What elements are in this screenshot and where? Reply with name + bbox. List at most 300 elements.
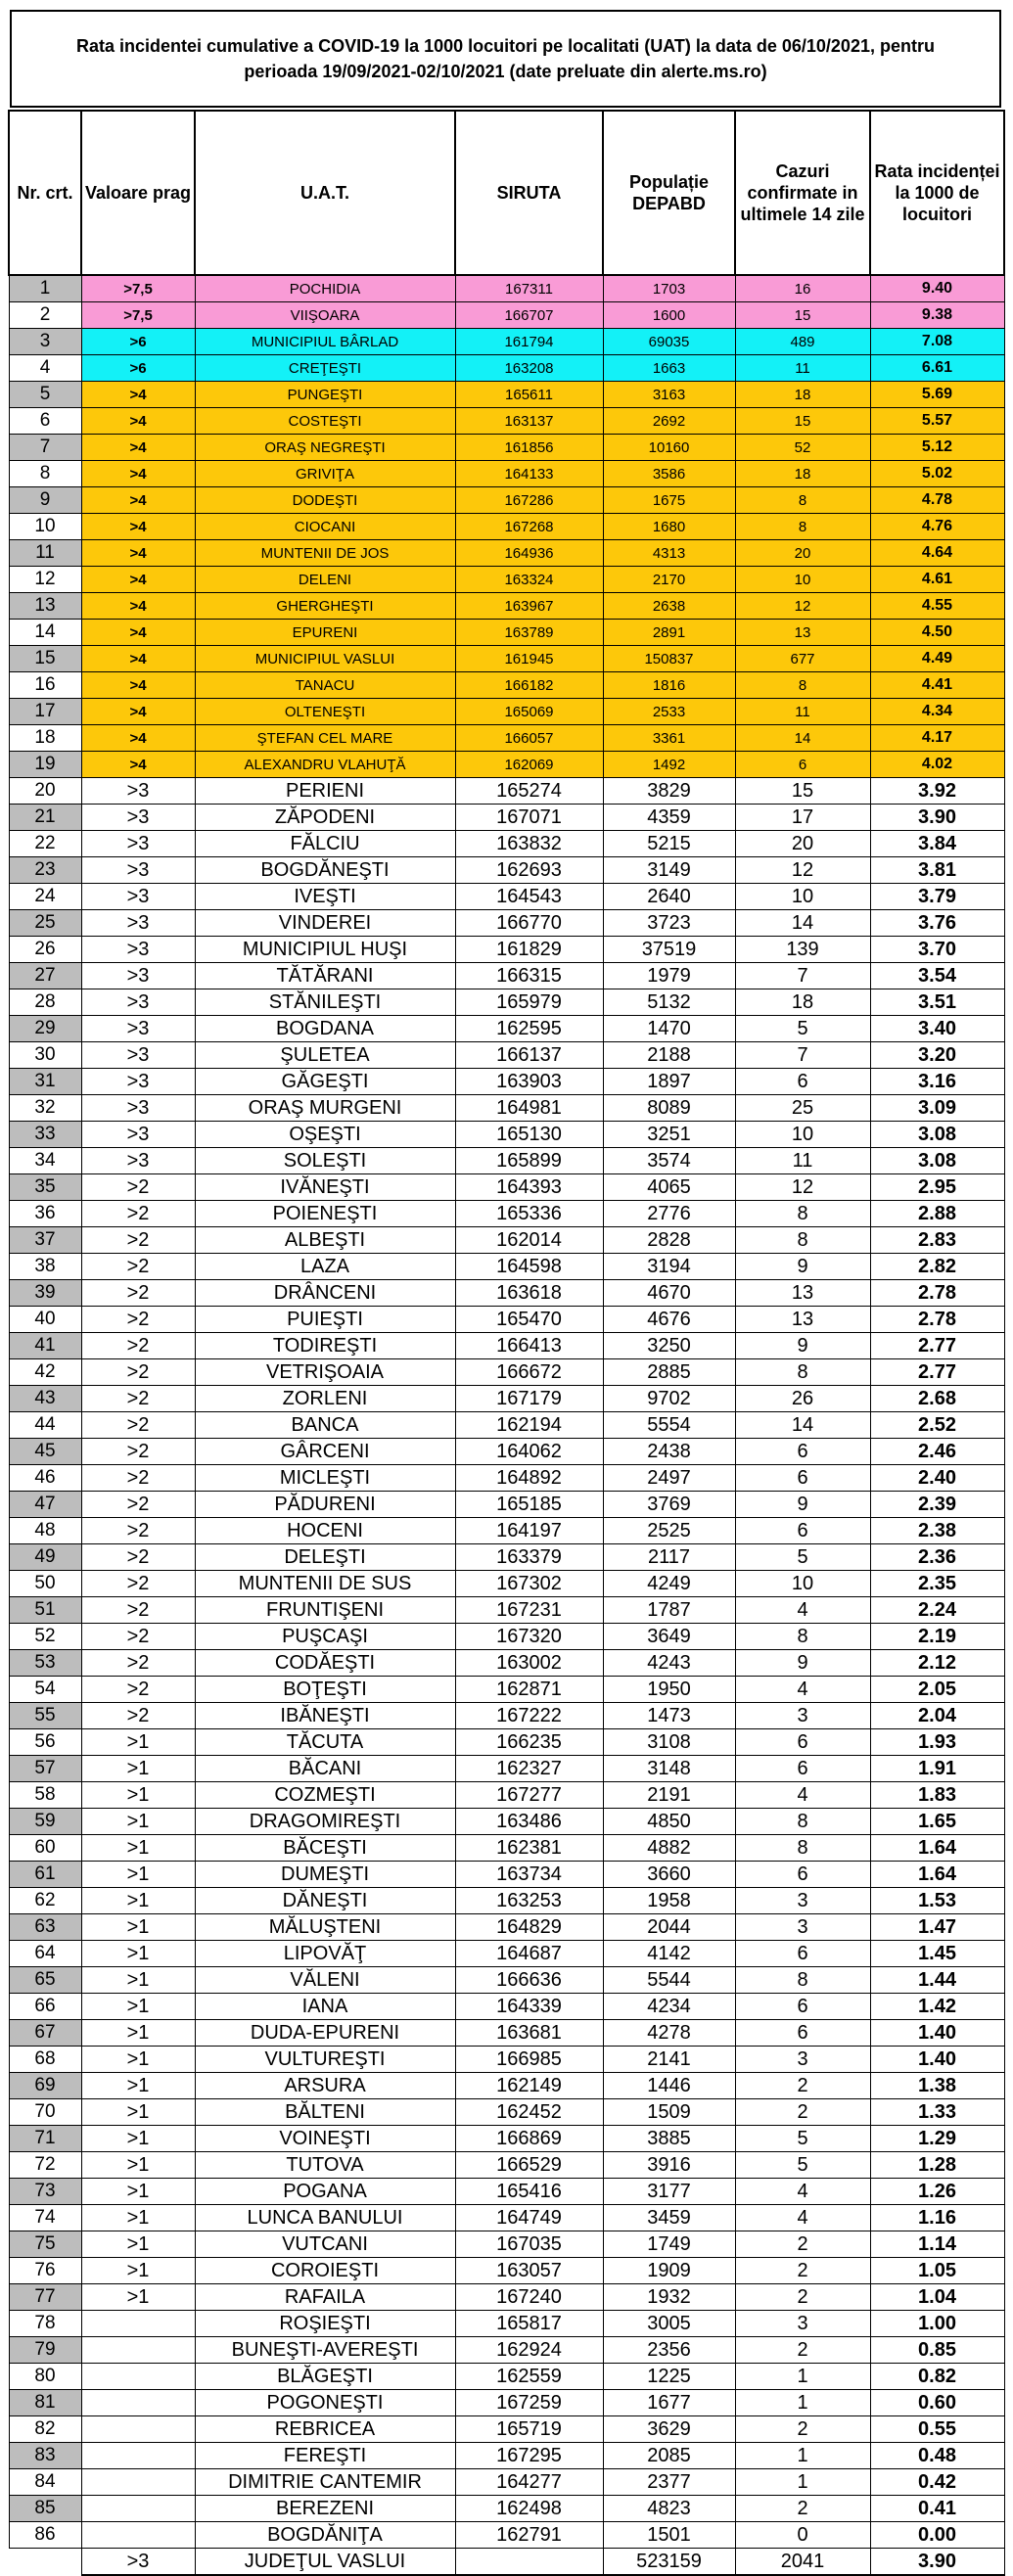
cell-siruta: 163379	[455, 1544, 603, 1571]
cell-cazuri: 1	[735, 2364, 870, 2390]
cell-cazuri: 1	[735, 2469, 870, 2496]
cell-cazuri: 6	[735, 1439, 870, 1465]
cell-populatie: 5544	[603, 1967, 735, 1994]
cell-siruta: 164936	[455, 540, 603, 567]
cell-prag: >1	[81, 2152, 195, 2179]
cell-uat: PĂDURENI	[195, 1492, 455, 1518]
cell-siruta: 163324	[455, 567, 603, 593]
cell-uat: DĂNEŞTI	[195, 1888, 455, 1914]
table-row	[9, 646, 1004, 672]
table-row	[9, 2496, 1004, 2522]
cell-cazuri: 8	[735, 672, 870, 699]
cell-populatie: 1909	[603, 2258, 735, 2284]
cell-nr: 28	[9, 989, 81, 1016]
cell-prag: >4	[81, 514, 195, 540]
cell-uat: MUNICIPIUL BÂRLAD	[195, 329, 455, 355]
cell-prag: >4	[81, 408, 195, 435]
cell-populatie: 4142	[603, 1941, 735, 1967]
total-cell-siruta	[455, 2549, 603, 2576]
cell-siruta: 165274	[455, 778, 603, 805]
cell-populatie: 150837	[603, 646, 735, 672]
cell-populatie: 4359	[603, 805, 735, 831]
cell-uat: DODEŞTI	[195, 487, 455, 514]
cell-nr: 56	[9, 1729, 81, 1756]
cell-uat: BANCA	[195, 1412, 455, 1439]
cell-uat: VOINEŞTI	[195, 2126, 455, 2152]
table-row	[9, 2390, 1004, 2416]
cell-nr: 86	[9, 2522, 81, 2549]
cell-uat: FĂLCIU	[195, 831, 455, 857]
cell-uat: IVEŞTI	[195, 884, 455, 910]
cell-rata: 3.76	[870, 910, 1004, 937]
cell-rata: 3.08	[870, 1122, 1004, 1148]
cell-rata: 1.38	[870, 2073, 1004, 2099]
cell-uat: GRIVIŢA	[195, 461, 455, 487]
cell-siruta: 166672	[455, 1359, 603, 1386]
cell-siruta: 164543	[455, 884, 603, 910]
cell-prag: >2	[81, 1465, 195, 1492]
cell-siruta: 163681	[455, 2020, 603, 2047]
cell-prag: >3	[81, 1042, 195, 1069]
cell-cazuri: 489	[735, 329, 870, 355]
cell-uat: STĂNILEŞTI	[195, 989, 455, 1016]
cell-rata: 2.52	[870, 1412, 1004, 1439]
table-row	[9, 1782, 1004, 1809]
cell-rata: 1.64	[870, 1862, 1004, 1888]
cell-nr: 30	[9, 1042, 81, 1069]
table-row	[9, 487, 1004, 514]
cell-populatie: 3005	[603, 2311, 735, 2337]
cell-prag: >4	[81, 567, 195, 593]
cell-uat: REBRICEA	[195, 2416, 455, 2443]
cell-siruta: 165719	[455, 2416, 603, 2443]
cell-siruta: 164277	[455, 2469, 603, 2496]
cell-rata: 1.83	[870, 1782, 1004, 1809]
cell-nr: 10	[9, 514, 81, 540]
cell-uat: BOGDĂNIŢA	[195, 2522, 455, 2549]
table-row	[9, 1888, 1004, 1914]
cell-siruta: 162194	[455, 1412, 603, 1439]
table-row	[9, 2099, 1004, 2126]
cell-nr: 12	[9, 567, 81, 593]
cell-uat: BĂCANI	[195, 1756, 455, 1782]
cell-populatie: 4670	[603, 1280, 735, 1307]
cell-cazuri: 8	[735, 1201, 870, 1227]
cell-siruta: 167302	[455, 1571, 603, 1597]
cell-uat: VIIŞOARA	[195, 302, 455, 329]
cell-prag	[81, 2469, 195, 2496]
cell-nr: 61	[9, 1862, 81, 1888]
table-row	[9, 1597, 1004, 1624]
cell-rata: 2.19	[870, 1624, 1004, 1650]
table-row	[9, 1703, 1004, 1729]
cell-uat: OŞEŞTI	[195, 1122, 455, 1148]
table-row	[9, 593, 1004, 620]
cell-siruta: 167320	[455, 1624, 603, 1650]
cell-uat: TĂCUTA	[195, 1729, 455, 1756]
cell-prag: >4	[81, 752, 195, 778]
cell-nr: 29	[9, 1016, 81, 1042]
cell-cazuri: 6	[735, 1518, 870, 1544]
cell-siruta: 164339	[455, 1994, 603, 2020]
cell-uat: IVĂNEŞTI	[195, 1174, 455, 1201]
cell-populatie: 4243	[603, 1650, 735, 1677]
cell-cazuri: 4	[735, 1782, 870, 1809]
cell-populatie: 2776	[603, 1201, 735, 1227]
cell-populatie: 3251	[603, 1122, 735, 1148]
cell-populatie: 3250	[603, 1333, 735, 1359]
cell-rata: 3.90	[870, 805, 1004, 831]
cell-populatie: 1703	[603, 275, 735, 302]
cell-uat: BOGDANA	[195, 1016, 455, 1042]
cell-prag	[81, 2364, 195, 2390]
cell-prag: >4	[81, 593, 195, 620]
cell-rata: 1.14	[870, 2231, 1004, 2258]
cell-prag: >2	[81, 1174, 195, 1201]
cell-nr: 34	[9, 1148, 81, 1174]
cell-prag	[81, 2337, 195, 2364]
table-row	[9, 1544, 1004, 1571]
cell-prag: >1	[81, 2179, 195, 2205]
cell-uat: CREŢEŞTI	[195, 355, 455, 382]
cell-siruta: 161856	[455, 435, 603, 461]
cell-prag: >2	[81, 1280, 195, 1307]
table-row	[9, 1069, 1004, 1095]
cell-populatie: 5215	[603, 831, 735, 857]
cell-uat: VULTUREŞTI	[195, 2047, 455, 2073]
cell-uat: MUNICIPIUL VASLUI	[195, 646, 455, 672]
cell-uat: TANACU	[195, 672, 455, 699]
cell-cazuri: 14	[735, 725, 870, 752]
cell-prag	[81, 2496, 195, 2522]
table-row	[9, 1756, 1004, 1782]
cell-rata: 2.95	[870, 1174, 1004, 1201]
cell-rata: 2.46	[870, 1439, 1004, 1465]
cell-uat: FRUNTIŞENI	[195, 1597, 455, 1624]
cell-rata: 2.05	[870, 1677, 1004, 1703]
cell-uat: POGONEŞTI	[195, 2390, 455, 2416]
cell-nr: 85	[9, 2496, 81, 2522]
cell-populatie: 2533	[603, 699, 735, 725]
cell-uat: MĂLUŞTENI	[195, 1914, 455, 1941]
cell-siruta: 162693	[455, 857, 603, 884]
cell-siruta: 164892	[455, 1465, 603, 1492]
cell-prag: >4	[81, 672, 195, 699]
cell-rata: 1.40	[870, 2020, 1004, 2047]
table-row	[9, 2073, 1004, 2099]
cell-prag: >7,5	[81, 302, 195, 329]
cell-siruta: 165336	[455, 1201, 603, 1227]
table-row	[9, 275, 1004, 302]
cell-siruta: 164687	[455, 1941, 603, 1967]
cell-cazuri: 6	[735, 752, 870, 778]
cell-populatie: 3586	[603, 461, 735, 487]
cell-nr: 9	[9, 487, 81, 514]
cell-cazuri: 1	[735, 2390, 870, 2416]
total-row	[9, 2549, 1004, 2576]
cell-prag: >3	[81, 778, 195, 805]
header-uat: U.A.T.	[195, 111, 455, 275]
cell-siruta: 161829	[455, 937, 603, 963]
cell-rata: 1.42	[870, 1994, 1004, 2020]
cell-populatie: 1979	[603, 963, 735, 989]
cell-siruta: 163057	[455, 2258, 603, 2284]
cell-prag: >2	[81, 1650, 195, 1677]
cell-prag: >3	[81, 805, 195, 831]
cell-prag: >2	[81, 1227, 195, 1254]
cell-uat: BĂCEŞTI	[195, 1835, 455, 1862]
cell-prag	[81, 2311, 195, 2337]
cell-populatie: 1680	[603, 514, 735, 540]
cell-populatie: 2638	[603, 593, 735, 620]
cell-uat: TUTOVA	[195, 2152, 455, 2179]
cell-siruta: 167277	[455, 1782, 603, 1809]
cell-prag: >3	[81, 884, 195, 910]
cell-cazuri: 8	[735, 514, 870, 540]
cell-cazuri: 9	[735, 1333, 870, 1359]
cell-populatie: 2117	[603, 1544, 735, 1571]
cell-rata: 4.55	[870, 593, 1004, 620]
cell-rata: 4.78	[870, 487, 1004, 514]
table-row	[9, 1042, 1004, 1069]
cell-uat: DUDA-EPURENI	[195, 2020, 455, 2047]
cell-siruta: 164197	[455, 1518, 603, 1544]
cell-cazuri: 10	[735, 884, 870, 910]
cell-siruta: 167311	[455, 275, 603, 302]
cell-uat: MICLEŞTI	[195, 1465, 455, 1492]
cell-rata: 4.41	[870, 672, 1004, 699]
cell-nr: 66	[9, 1994, 81, 2020]
table-row	[9, 1148, 1004, 1174]
cell-rata: 1.45	[870, 1941, 1004, 1967]
table-row	[9, 725, 1004, 752]
cell-uat: COZMEŞTI	[195, 1782, 455, 1809]
table-row	[9, 2205, 1004, 2231]
cell-siruta: 167222	[455, 1703, 603, 1729]
cell-rata: 2.68	[870, 1386, 1004, 1412]
cell-nr: 36	[9, 1201, 81, 1227]
cell-uat: COSTEŞTI	[195, 408, 455, 435]
cell-uat: DRAGOMIREŞTI	[195, 1809, 455, 1835]
cell-prag: >4	[81, 725, 195, 752]
cell-cazuri: 8	[735, 487, 870, 514]
cell-rata: 3.70	[870, 937, 1004, 963]
cell-rata: 4.76	[870, 514, 1004, 540]
cell-prag: >6	[81, 329, 195, 355]
header-rata: Rata incidenței la 1000 de locuitori	[870, 111, 1004, 275]
cell-rata: 2.77	[870, 1333, 1004, 1359]
cell-siruta: 167286	[455, 487, 603, 514]
cell-nr: 77	[9, 2284, 81, 2311]
cell-cazuri: 2	[735, 2337, 870, 2364]
cell-cazuri: 14	[735, 1412, 870, 1439]
cell-nr: 7	[9, 435, 81, 461]
cell-prag: >2	[81, 1333, 195, 1359]
cell-populatie: 1677	[603, 2390, 735, 2416]
cell-cazuri: 10	[735, 1122, 870, 1148]
cell-nr: 69	[9, 2073, 81, 2099]
cell-rata: 2.24	[870, 1597, 1004, 1624]
cell-nr: 60	[9, 1835, 81, 1862]
cell-populatie: 3361	[603, 725, 735, 752]
cell-populatie: 1473	[603, 1703, 735, 1729]
cell-cazuri: 2	[735, 2496, 870, 2522]
cell-uat: VĂLENI	[195, 1967, 455, 1994]
cell-nr: 11	[9, 540, 81, 567]
cell-populatie: 1600	[603, 302, 735, 329]
cell-siruta: 167240	[455, 2284, 603, 2311]
cell-rata: 4.49	[870, 646, 1004, 672]
cell-nr: 22	[9, 831, 81, 857]
cell-siruta: 164829	[455, 1914, 603, 1941]
cell-uat: TODIREŞTI	[195, 1333, 455, 1359]
cell-uat: POCHIDIA	[195, 275, 455, 302]
cell-siruta: 165069	[455, 699, 603, 725]
cell-populatie: 3459	[603, 2205, 735, 2231]
cell-rata: 0.42	[870, 2469, 1004, 2496]
cell-siruta: 164598	[455, 1254, 603, 1280]
cell-cazuri: 15	[735, 302, 870, 329]
cell-siruta: 163002	[455, 1650, 603, 1677]
cell-populatie: 4882	[603, 1835, 735, 1862]
cell-rata: 1.26	[870, 2179, 1004, 2205]
cell-prag: >2	[81, 1201, 195, 1227]
cell-cazuri: 4	[735, 1677, 870, 1703]
cell-rata: 3.09	[870, 1095, 1004, 1122]
cell-nr: 65	[9, 1967, 81, 1994]
cell-cazuri: 2	[735, 2073, 870, 2099]
incidence-table	[8, 110, 1005, 2576]
table-row	[9, 1174, 1004, 1201]
cell-prag: >2	[81, 1571, 195, 1597]
cell-siruta: 164749	[455, 2205, 603, 2231]
cell-nr: 25	[9, 910, 81, 937]
cell-prag: >2	[81, 1624, 195, 1650]
cell-populatie: 4249	[603, 1571, 735, 1597]
cell-cazuri: 139	[735, 937, 870, 963]
cell-uat: PUŞCAŞI	[195, 1624, 455, 1650]
cell-siruta: 166529	[455, 2152, 603, 2179]
table-row	[9, 514, 1004, 540]
cell-cazuri: 8	[735, 1227, 870, 1254]
cell-prag: >3	[81, 1148, 195, 1174]
cell-cazuri: 7	[735, 1042, 870, 1069]
cell-prag: >3	[81, 963, 195, 989]
cell-cazuri: 6	[735, 1862, 870, 1888]
cell-prag: >1	[81, 1994, 195, 2020]
cell-nr: 42	[9, 1359, 81, 1386]
cell-siruta: 166636	[455, 1967, 603, 1994]
cell-uat: HOCENI	[195, 1518, 455, 1544]
table-row	[9, 1994, 1004, 2020]
cell-rata: 2.38	[870, 1518, 1004, 1544]
cell-nr: 3	[9, 329, 81, 355]
cell-siruta: 163253	[455, 1888, 603, 1914]
cell-rata: 0.60	[870, 2390, 1004, 2416]
cell-siruta: 164981	[455, 1095, 603, 1122]
cell-populatie: 1675	[603, 487, 735, 514]
cell-uat: SOLEŞTI	[195, 1148, 455, 1174]
cell-cazuri: 0	[735, 2522, 870, 2549]
cell-prag: >1	[81, 2205, 195, 2231]
cell-cazuri: 20	[735, 540, 870, 567]
cell-nr: 82	[9, 2416, 81, 2443]
cell-prag: >1	[81, 1967, 195, 1994]
table-row	[9, 2469, 1004, 2496]
cell-populatie: 9702	[603, 1386, 735, 1412]
total-cell-uat: JUDEŢUL VASLUI	[195, 2549, 455, 2576]
cell-nr: 24	[9, 884, 81, 910]
cell-prag	[81, 2390, 195, 2416]
cell-cazuri: 5	[735, 2126, 870, 2152]
table-row	[9, 2126, 1004, 2152]
cell-populatie: 37519	[603, 937, 735, 963]
table-row	[9, 2284, 1004, 2311]
cell-siruta: 166985	[455, 2047, 603, 2073]
cell-prag: >3	[81, 937, 195, 963]
total-cell-prag: >3	[81, 2549, 195, 2576]
cell-siruta: 162014	[455, 1227, 603, 1254]
cell-nr: 71	[9, 2126, 81, 2152]
cell-prag: >3	[81, 1016, 195, 1042]
cell-siruta: 166057	[455, 725, 603, 752]
table-row	[9, 805, 1004, 831]
cell-cazuri: 6	[735, 1465, 870, 1492]
cell-nr: 40	[9, 1307, 81, 1333]
cell-uat: RAFAILA	[195, 2284, 455, 2311]
cell-populatie: 3916	[603, 2152, 735, 2179]
cell-uat: PUNGEŞTI	[195, 382, 455, 408]
table-row	[9, 2337, 1004, 2364]
cell-populatie: 2640	[603, 884, 735, 910]
cell-populatie: 3108	[603, 1729, 735, 1756]
table-row	[9, 1729, 1004, 1756]
cell-rata: 3.20	[870, 1042, 1004, 1069]
table-row	[9, 2522, 1004, 2549]
cell-prag	[81, 2443, 195, 2469]
table-row	[9, 1280, 1004, 1307]
cell-populatie: 5554	[603, 1412, 735, 1439]
cell-populatie: 2170	[603, 567, 735, 593]
cell-prag: >2	[81, 1386, 195, 1412]
cell-prag: >4	[81, 461, 195, 487]
cell-cazuri: 26	[735, 1386, 870, 1412]
cell-cazuri: 15	[735, 408, 870, 435]
cell-rata: 2.39	[870, 1492, 1004, 1518]
cell-populatie: 4313	[603, 540, 735, 567]
cell-prag: >1	[81, 1835, 195, 1862]
cell-siruta: 163486	[455, 1809, 603, 1835]
cell-cazuri: 15	[735, 778, 870, 805]
cell-nr: 8	[9, 461, 81, 487]
cell-uat: DELEŞTI	[195, 1544, 455, 1571]
cell-populatie: 3177	[603, 2179, 735, 2205]
cell-nr: 83	[9, 2443, 81, 2469]
cell-nr: 26	[9, 937, 81, 963]
cell-populatie: 4234	[603, 1994, 735, 2020]
cell-siruta: 163137	[455, 408, 603, 435]
cell-siruta: 166869	[455, 2126, 603, 2152]
table-row	[9, 857, 1004, 884]
cell-siruta: 165470	[455, 1307, 603, 1333]
total-cell-rata: 3.90	[870, 2549, 1004, 2576]
cell-siruta: 164133	[455, 461, 603, 487]
cell-populatie: 2191	[603, 1782, 735, 1809]
cell-nr: 52	[9, 1624, 81, 1650]
table-row	[9, 2047, 1004, 2073]
total-cell-populatie: 523159	[603, 2549, 735, 2576]
header-prag: Valoare prag	[81, 111, 195, 275]
